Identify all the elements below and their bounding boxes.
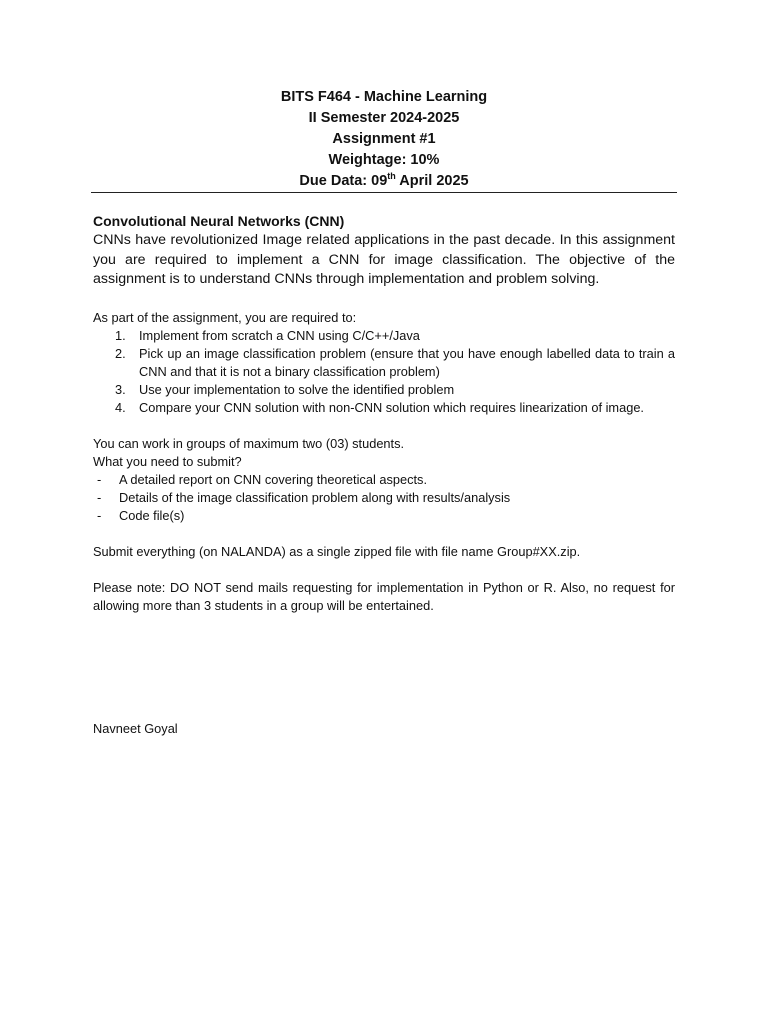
list-item-text: Details of the image classification problem along with results/analysis <box>119 489 511 505</box>
submission-instructions: Submit everything (on NALANDA) as a single zipped file with file name Group#XX.zip. <box>93 543 581 559</box>
due-date-ordinal: th <box>387 171 396 182</box>
requirements-list <box>93 327 675 417</box>
author-signature: Navneet Goyal <box>93 721 178 736</box>
assignment-number: Assignment #1 <box>332 131 436 147</box>
weightage-line: Weightage: 10% <box>328 152 440 168</box>
course-title: BITS F464 - Machine Learning <box>280 89 488 105</box>
list-item-text: Implement from scratch a CNN using C/C++/Java <box>139 327 420 343</box>
list-number: 2. <box>115 345 126 361</box>
list-number: 3. <box>115 381 126 397</box>
intro-paragraph: CNNs have revolutionized Image related applications in the past decade. In this assignment you are required to implement a CNN for image classification. The objective of the assignment is to understand CNNs through implementation and problem solving. <box>93 232 675 287</box>
header-divider <box>91 192 677 193</box>
please-note-paragraph: Please note: DO NOT send mails requesting for implementation in Python or R. Also, no request for allowing more than 3 students in a group will be entertained. <box>93 579 675 613</box>
group-size-note: You can work in groups of maximum two (03) students. <box>93 435 405 451</box>
dash-marker: - <box>97 507 102 523</box>
list-item <box>93 381 675 399</box>
list-item <box>93 345 675 381</box>
list-item-text: Compare your CNN solution with non-CNN solution which requires linearization of image. <box>139 399 644 415</box>
list-number: 4. <box>115 399 126 415</box>
section-title: Convolutional Neural Networks (CNN) <box>93 213 345 229</box>
document-body <box>93 212 675 615</box>
list-item <box>93 327 675 345</box>
list-item-text: Use your implementation to solve the identified problem <box>139 381 455 397</box>
list-item <box>93 507 675 525</box>
dash-marker: - <box>97 471 102 487</box>
submit-question: What you need to submit? <box>93 453 242 469</box>
list-item <box>93 489 675 507</box>
list-item-text: Pick up an image classification problem (ensure that you have enough labelled data to train a CNN and that it is not a binary classification problem) <box>139 345 675 379</box>
submit-list <box>93 471 675 525</box>
list-item-text: Code file(s) <box>119 507 185 523</box>
list-item <box>93 399 675 417</box>
list-item <box>93 471 675 489</box>
due-date-line <box>0 171 768 192</box>
list-item-text: A detailed report on CNN covering theoretical aspects. <box>119 471 427 487</box>
due-date-prefix: Due Data: 09 <box>299 173 388 189</box>
list-number: 1. <box>115 327 126 343</box>
semester-line: II Semester 2024-2025 <box>308 110 460 126</box>
document-header <box>0 87 768 192</box>
requirements-lead: As part of the assignment, you are required to: <box>93 309 357 325</box>
dash-marker: - <box>97 489 102 505</box>
due-date-suffix: April 2025 <box>395 173 469 189</box>
